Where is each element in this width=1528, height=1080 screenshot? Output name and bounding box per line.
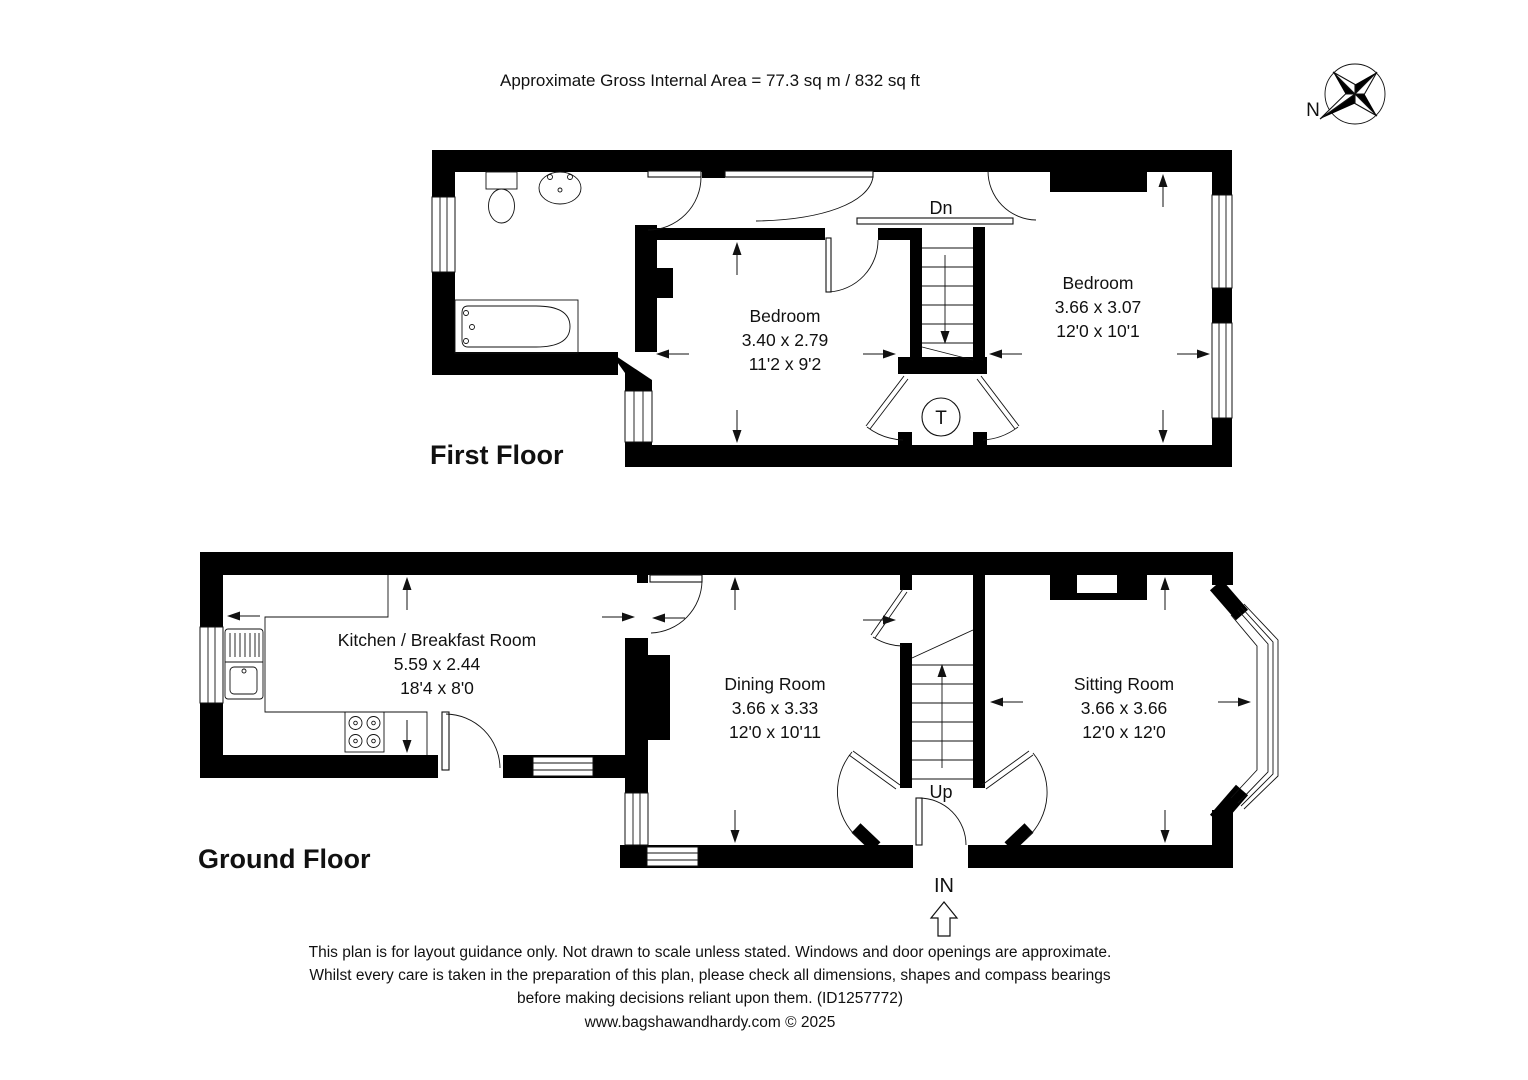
first-floor-windows	[432, 195, 1232, 442]
tank-label: T	[935, 408, 947, 429]
disclaimer-line-2: Whilst every care is taken in the preparation of this plan, please check all dimensions, shapes and compass bearings	[309, 967, 1111, 984]
dimension-arrow	[1159, 430, 1168, 443]
stairs-down-label: Dn	[929, 198, 953, 218]
compass-north-label: N	[1306, 100, 1320, 121]
dimension-arrow	[1159, 174, 1168, 187]
ground-floor-walls	[200, 552, 1233, 868]
bathroom-fixtures	[455, 172, 581, 353]
bedroom-1-label	[742, 306, 829, 374]
room-name: Bedroom	[1062, 273, 1134, 293]
ground-floor-stairs	[912, 630, 973, 779]
entrance-in-arrow	[931, 902, 957, 936]
room-name: Sitting Room	[1073, 674, 1175, 694]
dimension-arrow	[403, 577, 412, 590]
splay-wall-stub	[1009, 828, 1029, 847]
dimension-arrow	[1197, 350, 1210, 359]
room-size-metric: 3.66 x 3.33	[731, 698, 819, 718]
room-size-imperial: 11'2 x 9'2	[748, 354, 822, 374]
dimension-arrow	[990, 698, 1003, 707]
gross-internal-area-title: Approximate Gross Internal Area = 77.3 sq m / 832 sq ft	[499, 71, 921, 90]
dimension-arrow	[652, 614, 665, 623]
bedroom-2-label	[1055, 273, 1142, 341]
window	[432, 197, 455, 272]
front-door	[916, 798, 966, 845]
stairwell-void-edge	[725, 171, 1013, 224]
first-floor-title: First Floor	[430, 440, 564, 470]
sitting-room-door	[982, 751, 1047, 838]
stairs-up-arrow	[938, 664, 947, 677]
bay-corner-wall	[1216, 790, 1242, 820]
window	[647, 847, 698, 866]
dimension-arrow	[733, 242, 742, 255]
bay-window	[1231, 604, 1278, 809]
room-size-metric: 3.40 x 2.79	[741, 330, 829, 350]
room-size-imperial: 12'0 x 10'1	[1056, 321, 1140, 341]
dimension-arrow	[1238, 698, 1251, 707]
dimension-arrow	[1161, 830, 1170, 843]
dimension-arrow	[989, 350, 1002, 359]
entrance-label: IN	[934, 875, 954, 897]
dimension-arrow	[731, 830, 740, 843]
toilet-icon	[486, 172, 517, 223]
first-floor-stairs	[922, 248, 973, 360]
stairs-down-arrow	[941, 331, 950, 344]
website-copyright: www.bagshawandhardy.com © 2025	[584, 1014, 836, 1031]
first-floor-plan	[430, 150, 1232, 470]
room-name: Bedroom	[749, 306, 821, 326]
dining-room-door	[837, 751, 900, 838]
bedroom-door	[826, 238, 878, 292]
entrance-opening	[913, 845, 968, 868]
room-size-metric: 5.59 x 2.44	[393, 654, 481, 674]
dimension-arrow	[883, 350, 896, 359]
dimension-arrow	[403, 740, 412, 753]
bathtub-icon	[455, 300, 578, 353]
ground-floor-title: Ground Floor	[198, 844, 371, 874]
room-size-imperial: 12'0 x 10'11	[729, 722, 821, 742]
stairs-up-label: Up	[929, 782, 953, 802]
ground-floor-plan	[198, 552, 1278, 936]
window	[200, 627, 223, 703]
room-size-metric: 3.66 x 3.66	[1080, 698, 1168, 718]
dimension-arrow	[227, 612, 240, 621]
window	[625, 391, 652, 442]
room-size-metric: 3.66 x 3.07	[1054, 297, 1142, 317]
kitchen-label	[338, 630, 536, 698]
dimension-arrow	[656, 350, 669, 359]
disclaimer	[309, 944, 1112, 1031]
hob-icon	[345, 712, 384, 752]
window	[625, 793, 648, 845]
window	[1212, 195, 1232, 288]
window	[533, 757, 593, 776]
dimension-arrow	[1161, 577, 1170, 590]
compass-rose-icon	[1306, 64, 1385, 124]
room-size-imperial: 18'4 x 8'0	[400, 678, 474, 698]
room-name: Dining Room	[724, 674, 826, 694]
dimension-arrow	[733, 430, 742, 443]
sitting-room-label	[1074, 674, 1174, 742]
fireplace-recess	[1077, 575, 1117, 593]
dimension-arrow	[731, 577, 740, 590]
room-name: Kitchen / Breakfast Room	[337, 630, 537, 650]
bedroom-door	[988, 171, 1036, 220]
room-size-imperial: 12'0 x 12'0	[1082, 722, 1166, 742]
bathroom-door	[648, 171, 701, 230]
dimension-arrow	[622, 613, 635, 622]
disclaimer-line-3: before making decisions reliant upon them. (ID1257772)	[516, 990, 904, 1007]
window	[1212, 323, 1232, 418]
kitchen-sink-icon	[225, 629, 263, 699]
splay-wall-stub	[856, 828, 876, 847]
kitchen-back-door	[442, 712, 500, 770]
hall-dining-door	[871, 589, 907, 646]
kitchen-dining-door	[650, 575, 702, 633]
disclaimer-line-1: This plan is for layout guidance only. Not drawn to scale unless stated. Windows and door openings are approximate.	[308, 944, 1112, 961]
basin-icon	[539, 172, 581, 204]
dining-room-label	[724, 674, 825, 742]
